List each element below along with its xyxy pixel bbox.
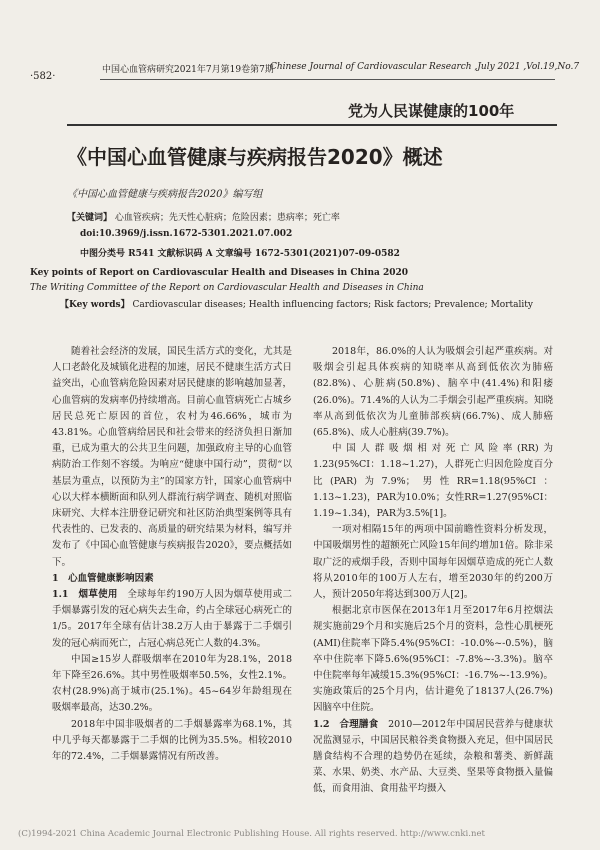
header-rule — [100, 79, 555, 80]
section-banner: 党为人民谋健康的100年 — [348, 102, 515, 120]
keywords-en-row — [30, 297, 570, 313]
article-title-en: Key points of Report on Cardiovascular Health and Diseases in China 2020 — [30, 268, 409, 278]
paragraph: 2018年中国非吸烟者的二手烟暴露率为68.1%，其中几乎每天都暴露于二手烟的比例为35.5%。相较2010年的72.4%，二手烟暴露情况有所改善。 — [52, 718, 292, 763]
body-left-column — [52, 344, 292, 765]
keywords: 心血管疾病；先天性心脏病；危险因素；患病率；死亡率 — [114, 213, 340, 223]
keywords-en-label: 【Key words】 — [60, 300, 130, 310]
paragraph: 中国≥15岁人群吸烟率在2010年为28.1%，2018年下降至26.6%。其中男性吸烟率50.5%，女性2.1%。农村(28.9%)高于城市(25.1%)。45~64岁年龄组现在吸烟率最高，达30.2%。 — [52, 653, 292, 714]
keywords-label: 【关键词】 — [67, 213, 113, 223]
classification-line: 中图分类号 R541 文献标识码 A 文章编号 1672-5301(2021)07-09-0582 — [80, 249, 400, 259]
paragraph: 2010—2012年中国居民营养与健康状况监测显示，中国居民粮谷类食物摄入充足，但中国居民膳食结构不合理的趋势仍在延续，杂粮和薯类、新鲜蔬菜、水果、奶类、水产品、大豆类、坚果等食物摄入量偏低，而食用油、食用盐平均摄入 — [313, 718, 553, 795]
subsection-heading: 1.1 烟草使用 — [52, 589, 118, 601]
journal-name-en: Chinese Journal of Cardiovascular Research ,July 2021 ,Vol.19,No.7 — [270, 62, 580, 72]
body-right-column — [313, 344, 553, 798]
paragraph: 中国人群吸烟相对死亡风险率(RR)为1.23(95%CI：1.18~1.27)，人群死亡归因危险度百分比(PAR)为7.9%；男性RR=1.18(95%CI：1.13~1.23)，PAR为10.0%；女性RR=1.27(95%CI：1.19~1.34)，PAR为3.5%[1]。 — [313, 443, 553, 520]
article-author-en: The Writing Committee of the Report on Cardiovascular Health and Diseases in China — [30, 283, 424, 293]
paragraph: 全球每年约190万人因为烟草使用或二手烟暴露引发的冠心病失去生命，约占全球冠心病死亡的1/5。2017年全球有估计38.2万人由于暴露于二手烟引发的冠心病而死亡，占冠心病总死亡人数的4.3%。 — [52, 589, 292, 649]
keywords-en: Cardiovascular diseases; Health influencing factors; Risk factors; Prevalence; Mortality — [132, 300, 533, 310]
paragraph: 一项对相隔15年的两项中国前瞻性资料分析发现，中国吸烟男性的超额死亡风险15年间约增加1倍。除非采取广泛的戒烟手段，否则中国每年因烟草造成的死亡人数将从2010年的100万人左右，增至2030年的约200万人，预计2050年将达到300万人[2]。 — [313, 524, 553, 601]
keywords-row — [67, 210, 340, 223]
footer-copyright: (C)1994-2021 China Academic Journal Electronic Publishing House. All rights reserved. http://www.cnki.net — [18, 829, 485, 839]
article-title: 《中国心血管健康与疾病报告2020》概述 — [67, 145, 443, 169]
subsection-heading: 1.2 合理膳食 — [313, 718, 379, 730]
paragraph: 随着社会经济的发展，国民生活方式的变化，尤其是人口老龄化及城镇化进程的加速，居民不健康生活方式日益突出，心血管病危险因素对居民健康的影响越加显著，心血管病的发病率仍持续增高。目前心血管病死亡占城乡居民总死亡原因的首位，农村为46.66%，城市为43.81%。心血管病给居民和社会带来的经济负担日渐加重，已成为重大的公共卫生问题，加强政府主导的心血管病防治工作刻不容缓。为响应“健康中国行动”，贯彻“以基层为重点，以预防为主”的国家方针，国家心血管病中心以大样本横断面和队列人群流行病学调查、随机对照临床研究、大样本注册登记研究和社区防治典型案例等具有代表性的、已发表的、高质量的研究结果为材料，编写并发布了《中国心血管健康与疾病报告2020》，要点概括如下。 — [52, 346, 292, 568]
section-rule — [67, 124, 557, 126]
page-number: ·582· — [30, 71, 56, 82]
paragraph: 根据北京市医保在2013年1月至2017年6月控烟法规实施前29个月和实施后25个月的资料，急性心肌梗死(AMI)住院率下降5.4%(95%CI：-10.0%~-0.5%)，脑卒中住院率下降5.6%(95%CI：-7.8%~-3.3%)。脑卒中住院率每年减缓15.3%(95%CI：-16.7%~-13.9%)。实施政策后的25个月内，估计避免了18137人(26.7%)因脑卒中住院。 — [313, 605, 553, 714]
journal-name-cn: 中国心血管病研究2021年7月第19卷第7期 — [102, 65, 274, 75]
section-heading: 1 心血管健康影响因素 — [52, 572, 154, 584]
paragraph: 2018年，86.0%的人认为吸烟会引起严重疾病。对吸烟会引起具体疾病的知晓率从高到低依次为肺癌(82.8%)、心脏病(50.8%)、脑卒中(41.4%)和阳痿(26.0%)。71.4%的人认为二手烟会引起严重疾病。知晓率从高到低依次为儿童肺部疾病(66.7%)、成人肺癌(65.8%)、成人心脏病(39.7%)。 — [313, 346, 553, 439]
doi: doi:10.3969/j.issn.1672-5301.2021.07.002 — [80, 229, 293, 239]
article-author: 《中国心血管健康与疾病报告2020》编写组 — [67, 189, 263, 200]
